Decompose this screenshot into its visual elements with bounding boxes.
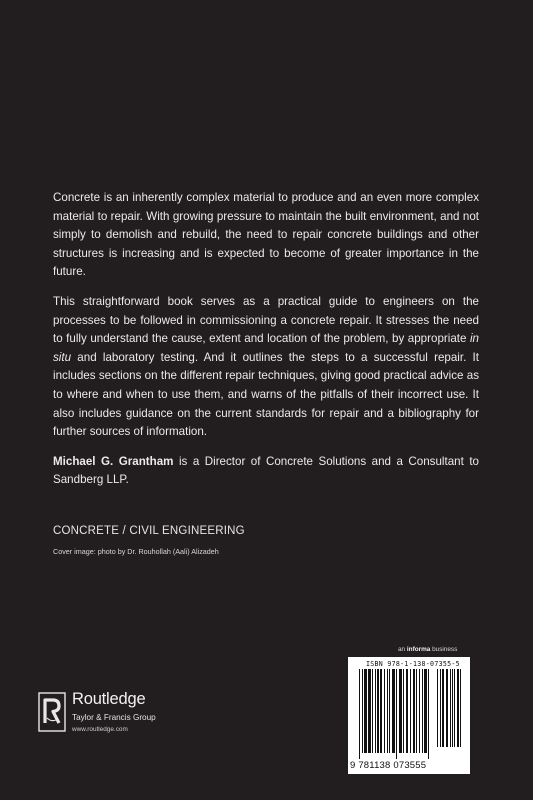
barcode-bar	[403, 669, 404, 753]
subject-category: CONCRETE / CIVIL ENGINEERING	[53, 525, 245, 537]
barcode-bar	[406, 669, 408, 753]
publisher-block	[38, 690, 208, 740]
barcode-bar	[399, 669, 402, 753]
barcode-bar	[377, 669, 379, 753]
description-text: This straightforward book serves as a practical guide to engineers on the processes to be followed in commissioning a concrete repair. It stresses the need to fully understand the cause, extent and location of the problem, by appropriate	[53, 294, 479, 346]
description-text: and laboratory testing. And it outlines the steps to a successful repair. It includes sections on the different repair techniques, giving good practical advice as to where and when to use them, and warns of the pitfalls of their incorrect use. It also includes guidance on the current standards for repair and a bibliography for further sources of information.	[53, 350, 479, 439]
author-name: Michael G. Grantham	[53, 454, 174, 468]
barcode-bar	[428, 669, 429, 759]
barcode-bar	[364, 669, 367, 753]
description-paragraph-2	[53, 293, 479, 442]
description-italic-term: in situ	[53, 332, 479, 364]
barcode-bar	[413, 669, 415, 753]
barcode-digits: 9 781138 073555	[350, 760, 427, 771]
author-bio-text: is a Director of Concrete Solutions and a Consultant to Sandberg LLP.	[53, 454, 479, 487]
barcode-bar	[422, 669, 423, 753]
barcode-bar	[384, 669, 385, 753]
barcode-bar	[372, 669, 373, 753]
publisher-name: Routledge	[72, 690, 146, 708]
barcode-bar	[392, 669, 395, 753]
barcode-bar	[389, 669, 390, 753]
informa-brand: informa	[406, 646, 431, 653]
barcode-bar	[368, 669, 371, 753]
routledge-logo-icon	[38, 692, 66, 732]
barcode-bar	[387, 669, 388, 753]
barcode-bar	[454, 669, 455, 747]
barcode-bar	[440, 669, 441, 747]
informa-tagline	[398, 646, 457, 653]
barcode-bar	[424, 669, 427, 753]
isbn-barcode	[348, 657, 470, 774]
barcode-bar	[380, 669, 382, 753]
barcode-bar	[375, 669, 376, 753]
barcode-bar	[410, 669, 411, 753]
barcode-bar	[442, 669, 444, 747]
barcode-bar	[437, 669, 438, 747]
barcode-bar	[450, 669, 451, 747]
book-description	[53, 189, 479, 501]
informa-prefix: an	[398, 646, 407, 653]
description-paragraph-1: Concrete is an inherently complex material to produce and an even more complex material to repair. With growing pressure to maintain the built environment, and not simply to demolish and rebuild, the need to repair concrete buildings and other structures is increasing and is expected to become of greater importance in the future.	[53, 191, 479, 279]
informa-suffix: business	[430, 646, 458, 653]
barcode-bar	[419, 669, 420, 753]
barcode-bar	[416, 669, 417, 753]
cover-image-credit: Cover image: photo by Dr. Rouhollah (Aali) Alizadeh	[53, 547, 219, 556]
publisher-group: Taylor & Francis Group	[72, 713, 156, 722]
barcode-bar	[359, 669, 360, 759]
barcode-bar	[446, 669, 448, 747]
barcode-bar	[396, 669, 397, 759]
barcode-bars	[351, 669, 467, 759]
barcode-bar	[460, 669, 461, 747]
publisher-url: www.routledge.com	[72, 726, 128, 733]
barcode-bar	[362, 669, 363, 753]
barcode-bar	[452, 669, 453, 747]
author-bio	[53, 453, 479, 490]
isbn-label: ISBN 978-1-138-07355-5	[366, 660, 460, 668]
barcode-bar	[457, 669, 459, 747]
